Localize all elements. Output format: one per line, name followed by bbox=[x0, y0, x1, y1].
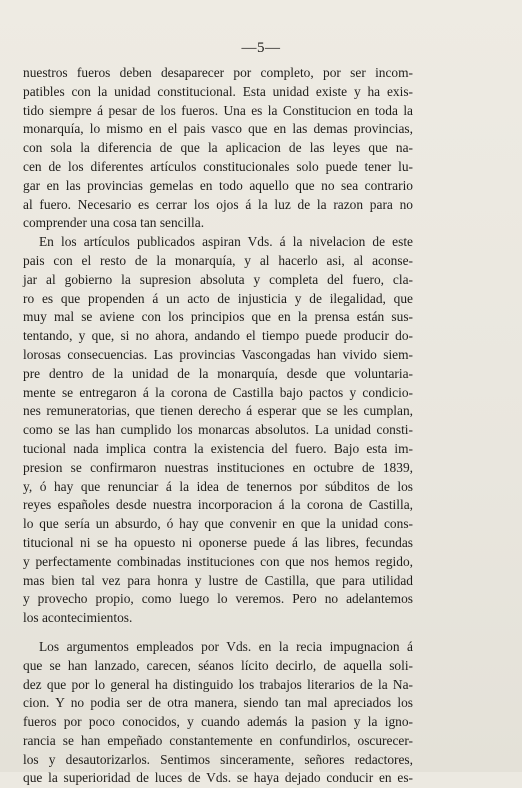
text-line: gar en las provincias gemelas en todo aquello que no sea contrario bbox=[23, 177, 413, 193]
text-line: dez que por lo general ha distinguido los trabajos literarios de la Na- bbox=[23, 676, 413, 692]
text-line: que la superioridad de luces de Vds. se haya dejado conducir en es- bbox=[23, 770, 413, 786]
text-line: Los argumentos empleados por Vds. en la recia impugnacion á bbox=[39, 638, 413, 654]
text-line: ro es que propenden á un acto de injusticia y de ilegalidad, que bbox=[23, 290, 413, 306]
text-line: y, ó hay que renunciar á la idea de tenernos por súbditos de los bbox=[23, 478, 413, 494]
text-line: mente se entregaron á la corona de Castilla bajo pactos y condicio- bbox=[23, 384, 413, 400]
text-line: como se las han cumplido los monarcas absolutos. La unidad consti- bbox=[23, 422, 413, 438]
text-line: pais con el resto de la monarquía, y al hacerlo asi, al aconse- bbox=[23, 252, 413, 268]
text-line: al fuero. Necesario es cerrar los ojos á la luz de la razon para no bbox=[23, 196, 413, 212]
text-line: lorosas consecuencias. Las provincias Vascongadas han vivido siem- bbox=[23, 346, 413, 362]
text-line: cion. Y no podia ser de otra manera, siendo tan mal apreciados los bbox=[23, 695, 413, 711]
text-line: fueros por poco conocidos, y cuando además la pasion y la igno- bbox=[23, 714, 413, 730]
text-line: los acontecimientos. bbox=[23, 610, 133, 626]
paragraph-2 bbox=[23, 233, 413, 628]
text-line: tentando, y que, si no ahora, andando el tiempo puede producir do- bbox=[23, 328, 413, 344]
text-line: muy mal se aviene con los principios que en la prensa están sus- bbox=[23, 309, 413, 325]
text-line: presion se confirmaron nuestras instituciones en octubre de 1839, bbox=[23, 459, 413, 475]
page-number: —5— bbox=[241, 40, 281, 56]
paragraph-spacer bbox=[23, 628, 413, 638]
text-line: cen de los diferentes artículos constitucionales solo puede tener lu- bbox=[23, 158, 413, 174]
paragraph-3 bbox=[23, 638, 413, 788]
text-line: pre dentro de la unidad de la monarquía, desde que voluntaria- bbox=[23, 365, 413, 381]
text-line: que se han lanzado, carecen, séanos lícito decirlo, de aquella soli- bbox=[23, 657, 413, 673]
text-line: rancia se han empeñado constantemente en confundirlos, oscurecer- bbox=[23, 732, 413, 748]
text-line: y perfectamente combinadas instituciones con que nos hemos regido, bbox=[23, 553, 413, 569]
text-line: monarquía, lo mismo en el pais vasco que en las demas provincias, bbox=[23, 121, 413, 137]
text-line: con sola la diferencia de que la aplicacion de las leyes que na- bbox=[23, 140, 413, 156]
text-line: nuestros fueros deben desaparecer por completo, por ser incom- bbox=[23, 65, 413, 80]
text-line: tido siempre á pesar de los fueros. Una es la Constitucion en toda la bbox=[23, 102, 413, 118]
text-line: tucional nada implica contra la existencia del fuero. Bajo esta im- bbox=[23, 440, 413, 456]
text-line: comprender una cosa tan sencilla. bbox=[23, 215, 205, 231]
text-line: nes remuneratorias, que tienen derecho á esperar que se les cumplan, bbox=[23, 403, 413, 419]
text-line: y provecho propio, como luego lo veremos. Pero no adelantemos bbox=[23, 591, 413, 607]
text-line: jar al gobierno la supresion absoluta y completa del fuero, cla- bbox=[23, 271, 413, 287]
text-line: mas bien tal vez para honra y lustre de Castilla, que para utilidad bbox=[23, 572, 413, 588]
paragraph-1 bbox=[23, 64, 413, 233]
text-line: reyes españoles desde nuestra incorporacion á la corona de Castilla, bbox=[23, 497, 413, 513]
text-line: titucional ni se ha opuesto ni oponerse puede á las libres, fecundas bbox=[23, 534, 413, 550]
text-line: los y desautorizarlos. Sentimos sinceramente, señores redactores, bbox=[23, 751, 413, 767]
text-line: En los artículos publicados aspiran Vds. á la nivelacion de este bbox=[39, 234, 413, 250]
text-line: lo que sería un absurdo, ó hay que convenir en que la unidad cons- bbox=[23, 516, 413, 532]
text-line: patibles con la unidad constitucional. Esta unidad existe y ha exis- bbox=[23, 83, 413, 99]
body-text bbox=[23, 64, 413, 788]
